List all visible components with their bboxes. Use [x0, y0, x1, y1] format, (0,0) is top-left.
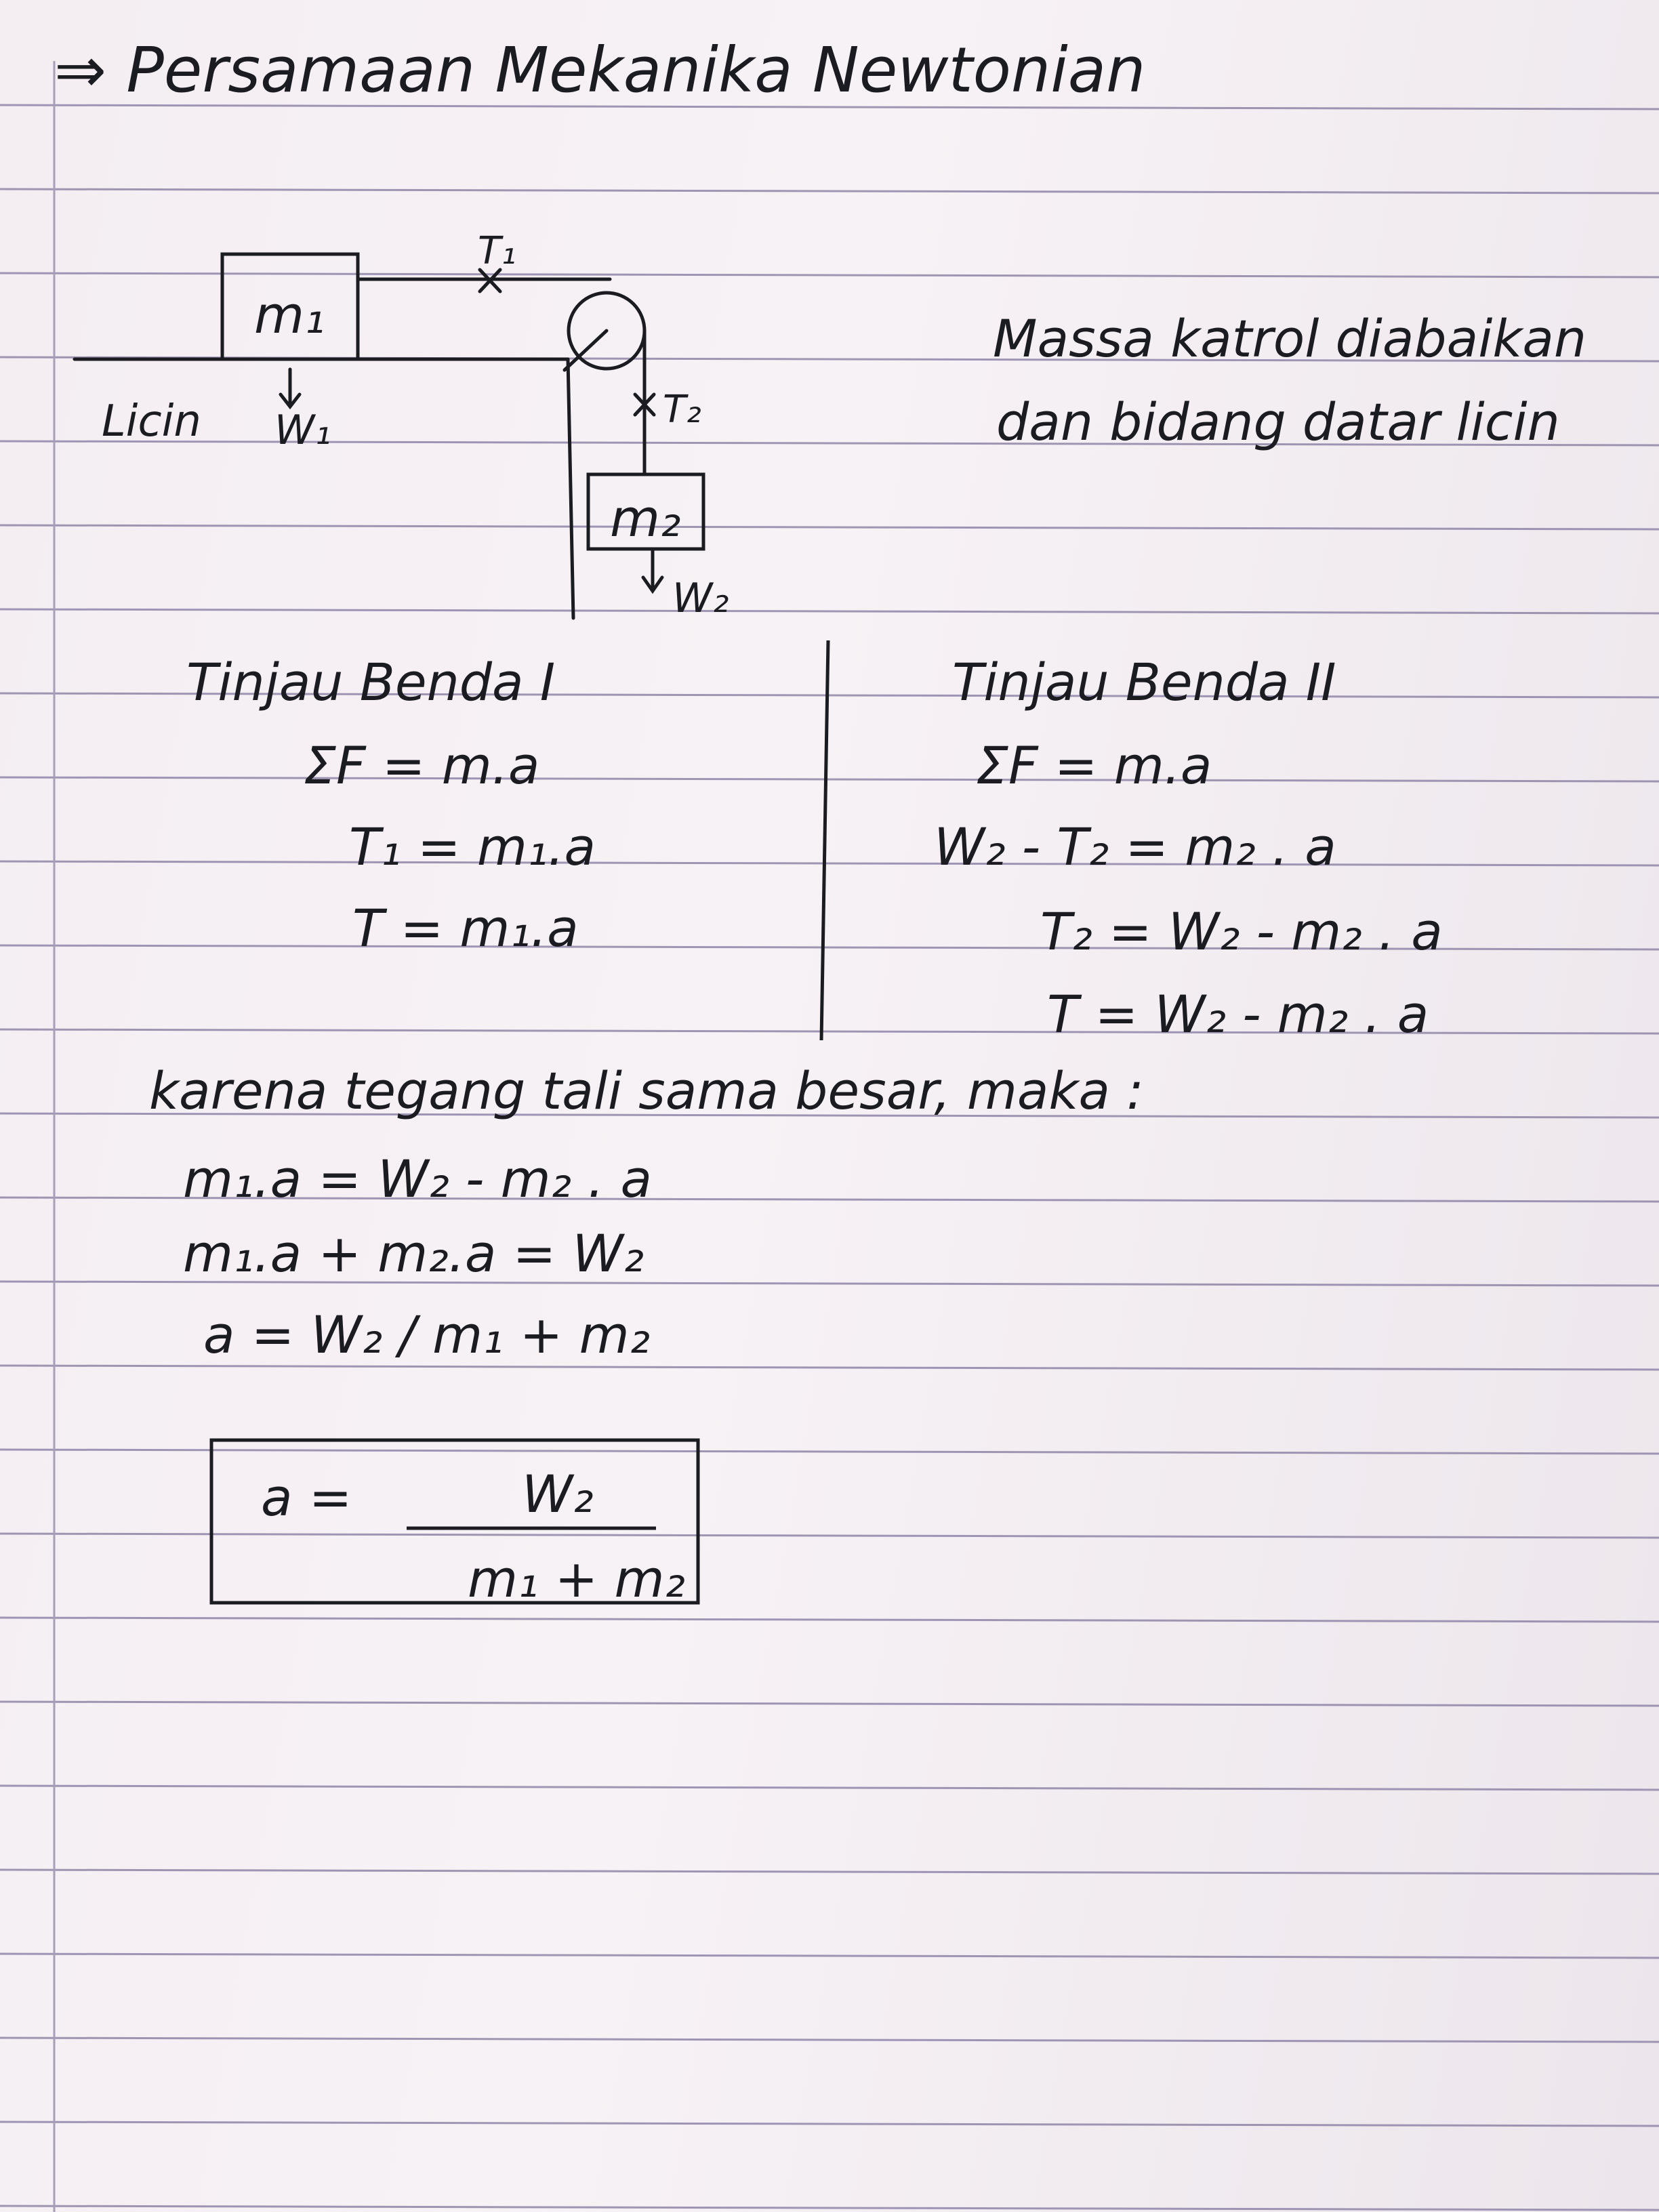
- w2-arrow: [643, 550, 662, 591]
- body2-eq-1: ΣF = m.a: [976, 735, 1212, 796]
- ruled-line: [0, 1450, 1659, 1454]
- ruled-line: [0, 1618, 1659, 1622]
- ruled-line: [0, 1786, 1659, 1790]
- ruled-line: [0, 2206, 1659, 2210]
- body2-heading: Tinjau Benda II: [952, 652, 1336, 712]
- derivation-2: m₁.a + m₂.a = W₂: [183, 1223, 644, 1284]
- body2-eq-2: W₂ - T₂ = m₂ . a: [934, 817, 1336, 877]
- result-lhs: a =: [261, 1467, 352, 1528]
- label-m2: m₂: [610, 488, 681, 548]
- body1-eq-1: ΣF = m.a: [304, 735, 540, 796]
- page-title: ⇒ Persamaan Mekanika Newtonian: [54, 34, 1146, 106]
- ruled-line: [0, 861, 1659, 865]
- body1-eq-3: T = m₁.a: [352, 898, 579, 958]
- label-licin: Licin: [102, 396, 201, 447]
- body2-eq-3: T₂ = W₂ - m₂ . a: [1040, 901, 1443, 962]
- body1-eq-2: T₁ = m₁.a: [349, 817, 596, 877]
- ruled-line: [0, 2038, 1659, 2042]
- label-m1: m₁: [254, 285, 325, 345]
- result-numerator: W₂: [522, 1464, 594, 1524]
- conclusion-text: karena tegang tali sama besar, maka :: [149, 1061, 1144, 1121]
- body1-heading: Tinjau Benda I: [186, 652, 556, 712]
- note-line-2: dan bidang datar licin: [996, 392, 1560, 452]
- ruled-line: [0, 1366, 1659, 1370]
- w1-arrow: [281, 369, 300, 407]
- label-t1: T₁: [478, 229, 516, 273]
- ruled-line: [0, 189, 1659, 193]
- ruled-line: [0, 2122, 1659, 2126]
- label-w2: W₂: [672, 575, 729, 622]
- label-t2: T₂: [663, 388, 701, 432]
- ruled-line: [0, 1702, 1659, 1706]
- ruled-line: [0, 1870, 1659, 1874]
- body2-eq-4: T = W₂ - m₂ . a: [1047, 984, 1429, 1044]
- result-denominator: m₁ + m₂: [468, 1549, 685, 1609]
- column-divider: [821, 640, 828, 1040]
- derivation-3: a = W₂ / m₁ + m₂: [203, 1305, 651, 1365]
- ruled-line: [0, 777, 1659, 781]
- ruled-line: [0, 525, 1659, 529]
- table-edge: [568, 359, 573, 618]
- ruled-line: [0, 1954, 1659, 1958]
- ruled-line: [0, 273, 1659, 277]
- ruled-line: [0, 609, 1659, 613]
- ruled-line: [0, 1534, 1659, 1538]
- label-w1: W₁: [274, 407, 331, 454]
- note-line-1: Massa katrol diabaikan: [993, 308, 1587, 369]
- derivation-1: m₁.a = W₂ - m₂ . a: [183, 1149, 653, 1209]
